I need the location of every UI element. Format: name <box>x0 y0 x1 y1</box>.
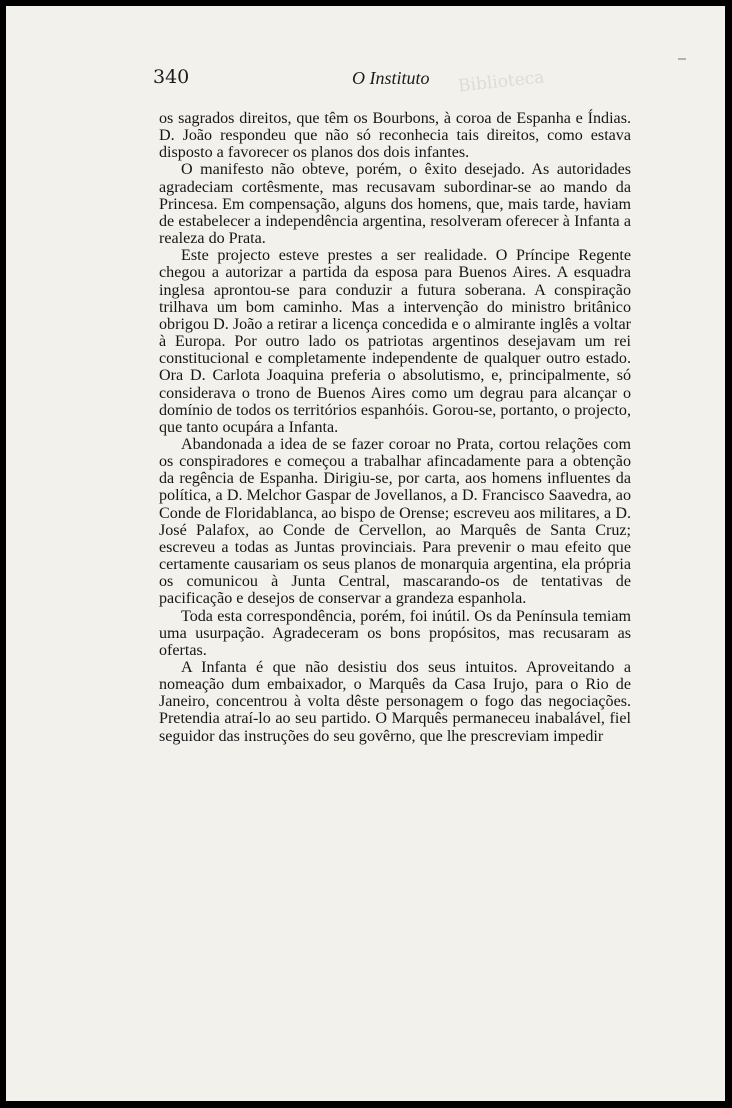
paragraph-infanta: A Infanta é que não desistiu dos seus intuitos. Aproveitando a nomeação dum embaixador, o Marquês da Casa Irujo, para o Rio de Janeiro, concentrou à volta dêste personagem o fogo das negociações. Pretendia atraí-lo ao seu partido. O Marquês permaneceu inabalável, fiel seguidor das instruções do seu govêrno, que lhe prescreviam impedir <box>159 659 631 745</box>
paragraph-manifesto: O manifesto não obteve, porém, o êxito desejado. As autoridades agradeciam cortêsmente, mas recusavam subordinar-se ao mando da Princesa. Em compensação, alguns dos homens, que, mais tarde, haviam de estabelecer a independência argentina, resolveram oferecer à Infanta a realeza do Prata. <box>159 161 631 248</box>
running-head <box>6 62 725 92</box>
paragraph-projecto: Este projecto esteve prestes a ser realidade. O Príncipe Regente chegou a autorizar a partida da esposa para Buenos Aires. A esquadra inglesa aprontou-se para conduzir a futura soberana. A conspiração trilhava um bom caminho. Mas a intervenção do ministro britânico obrigou D. João a retirar a licença concedida e o almirante inglês a voltar à Europa. Por outro lado os patriotas argentinos desejavam um rei constitucional e completamente independente de qualquer outro estado. Ora D. Carlota Joaquina preferia o absolutismo, e, principalmente, só considerava o trono de Buenos Aires como um degrau para alcançar o domínio de todos os territórios espanhóis. Gorou-se, portanto, o projecto, que tanto ocupára a Infanta. <box>159 247 631 436</box>
body-text <box>159 110 631 745</box>
ink-mark <box>678 58 686 60</box>
page-number: 340 <box>153 66 190 88</box>
paragraph-continued: os sagrados direitos, que têm os Bourbons, à coroa de Espanha e Índias. D. João respondeu que não só reconhecia tais direitos, como estava disposto a favorecer os planos dos dois infantes. <box>159 110 631 162</box>
journal-title: O Instituto <box>352 68 430 88</box>
paragraph-correspondencia: Toda esta correspondência, porém, foi inútil. Os da Península temiam uma usurpação. Agradeceram os bons propósitos, mas recusaram as ofertas. <box>159 607 631 659</box>
book-page <box>6 6 725 1101</box>
paragraph-regencia: Abandonada a idea de se fazer coroar no Prata, cortou relações com os conspiradores e começou a trabalhar afincadamente para a obtenção da regência de Espanha. Dirigiu-se, por carta, aos homens influentes da política, a D. Melchor Gaspar de Jovellanos, a D. Francisco Saavedra, ao Conde de Floridablanca, ao bispo de Orense; escreveu aos militares, a D. José Palafox, ao Conde de Cervellon, ao Marquês de Santa Cruz; escreveu a todas as Juntas provinciais. Para prevenir o mau efeito que certamente causariam os seus planos de monarquia argentina, ela própria os comunicou à Junta Central, mascarando-os de tentativas de pacificação e desejos de conservar a grandeza espanhola. <box>159 435 631 608</box>
library-stamp: Biblioteca <box>457 67 546 97</box>
